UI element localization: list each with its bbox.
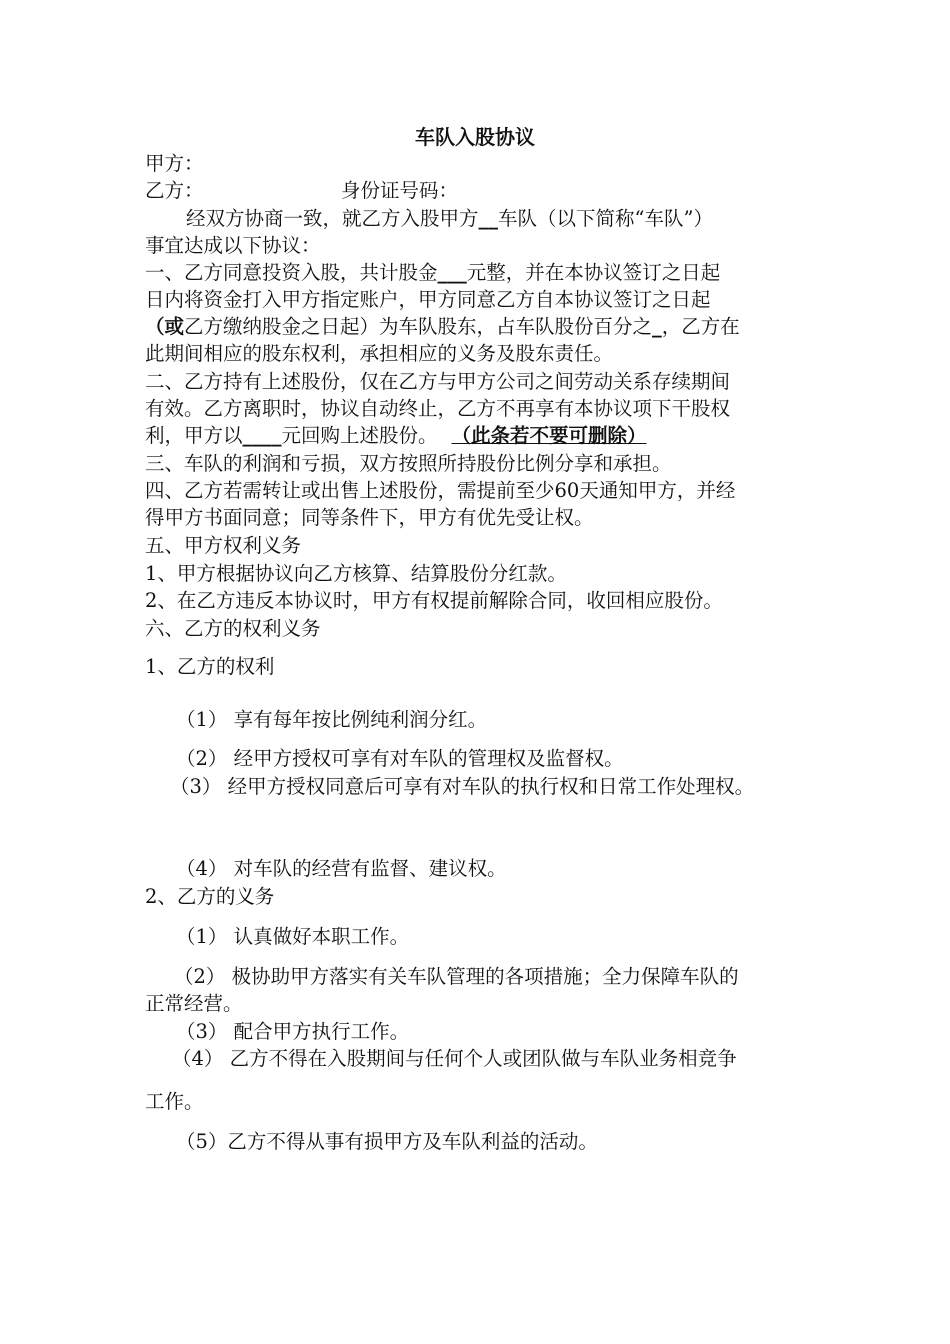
clause6-heading: 六、乙方的权利义务 <box>145 617 321 640</box>
clause5-item-1: 1、甲方根据协议向乙方核算、结算股份分红款。 <box>145 562 567 585</box>
rights-item-1: （1） 享有每年按比例纯利润分红。 <box>176 708 488 731</box>
clause1-line-3 <box>145 314 740 340</box>
duties-item-5: （5）乙方不得从事有损甲方及车队利益的活动。 <box>176 1130 598 1153</box>
clause1-line-1 <box>145 260 720 286</box>
intro-text-b: 车队（以下简称“车队”） <box>498 207 713 230</box>
rights-item-3: （3） 经甲方授权同意后可享有对车队的执行权和日常工作处理权。 <box>170 775 755 798</box>
party-b-label: 乙方： <box>145 179 204 202</box>
clause2-line-3 <box>145 423 647 449</box>
duties-heading: 2、乙方的义务 <box>145 885 275 908</box>
clause2-blank: ____ <box>242 424 282 447</box>
clause2-delete-note: （此条若不要可删除） <box>451 424 647 447</box>
party-a-label: 甲方： <box>145 152 204 175</box>
clause4-line-2: 得甲方书面同意；同等条件下，甲方有优先受让权。 <box>145 506 594 529</box>
clause1-text-c: 乙方缴纳股金之日起）为车队股东，占车队股份百分之 <box>184 315 653 338</box>
clause1-text-a: 一、乙方同意投资入股，共计股金 <box>145 261 438 284</box>
clause4-line-1: 四、乙方若需转让或出售上述股份，需提前至少60天通知甲方，并经 <box>145 479 736 502</box>
intro-blank: __ <box>478 207 499 230</box>
duties-item-2-line-2: 正常经营。 <box>145 992 243 1015</box>
intro-line-1 <box>186 206 713 232</box>
clause1-percent-blank: _ <box>652 315 662 338</box>
clause1-text-b: 元整，并在本协议签订之日起 <box>466 261 721 284</box>
duties-item-2-line-1: （2） 极协助甲方落实有关车队管理的各项措施；全力保障车队的 <box>174 965 739 988</box>
duties-item-4-line-2: 工作。 <box>145 1090 204 1113</box>
rights-heading: 1、乙方的权利 <box>145 655 275 678</box>
document-title: 车队入股协议 <box>415 125 535 149</box>
clause1-line-2: 日内将资金打入甲方指定账户，甲方同意乙方自本协议签订之日起 <box>145 288 711 311</box>
clause1-line-4: 此期间相应的股东权利，承担相应的义务及股东责任。 <box>145 342 614 365</box>
duties-item-1: （1） 认真做好本职工作。 <box>176 925 410 948</box>
intro-line-2: 事宜达成以下协议： <box>145 234 321 257</box>
clause5-item-2: 2、在乙方违反本协议时，甲方有权提前解除合同，收回相应股份。 <box>145 589 723 612</box>
intro-text-a: 经双方协商一致，就乙方入股甲方 <box>186 207 479 230</box>
clause2-text-a: 利，甲方以 <box>145 424 243 447</box>
id-number-label: 身份证号码： <box>341 179 459 202</box>
clause1-text-d: ，乙方在 <box>661 315 740 338</box>
clause5-heading: 五、甲方权利义务 <box>145 534 302 557</box>
duties-item-3: （3） 配合甲方执行工作。 <box>176 1020 410 1043</box>
clause2-line-1: 二、乙方持有上述股份，仅在乙方与甲方公司之间劳动关系存续期间 <box>145 370 731 393</box>
duties-item-4-line-1: （4） 乙方不得在入股期间与任何个人或团队做与车队业务相竞争 <box>172 1047 737 1070</box>
rights-item-2: （2） 经甲方授权可享有对车队的管理权及监督权。 <box>176 747 624 770</box>
clause1-blank: ___ <box>437 261 467 284</box>
rights-item-4: （4） 对车队的经营有监督、建议权。 <box>176 857 507 880</box>
clause1-or-text: （或 <box>145 315 185 338</box>
clause3: 三、车队的利润和亏损，双方按照所持股份比例分享和承担。 <box>145 452 672 475</box>
clause2-text-b: 元回购上述股份。 <box>281 424 438 447</box>
clause2-line-2: 有效。乙方离职时，协议自动终止，乙方不再享有本协议项下干股权 <box>145 397 731 420</box>
